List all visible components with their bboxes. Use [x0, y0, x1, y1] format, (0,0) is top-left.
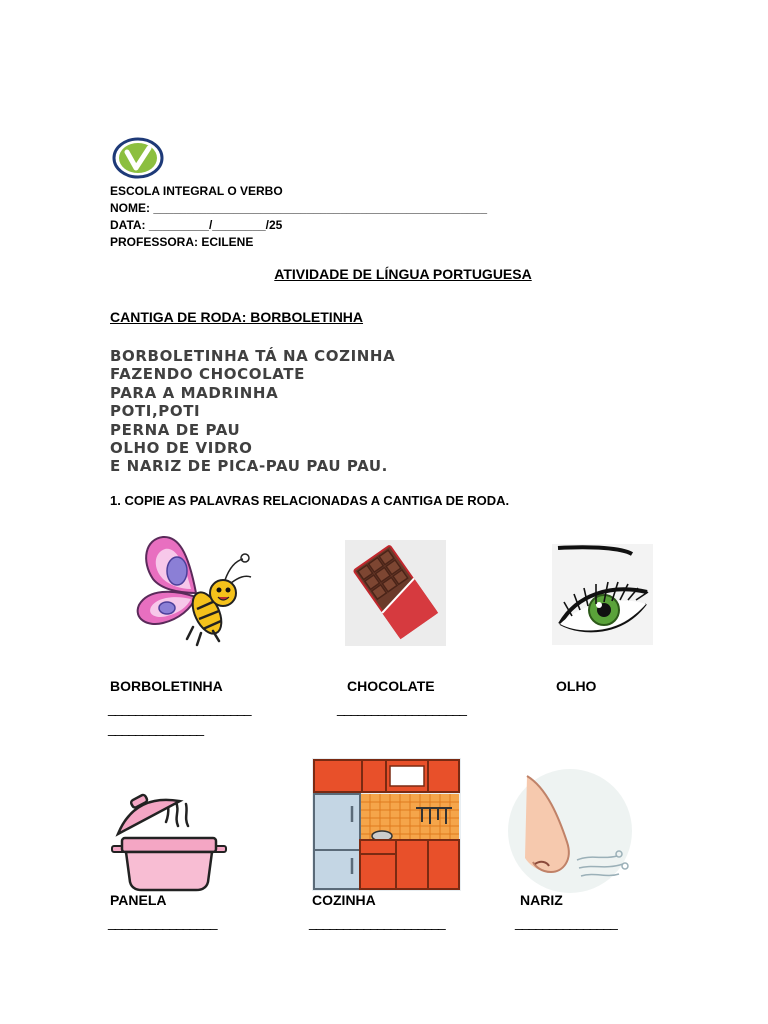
kitchen-icon [312, 758, 461, 891]
name-field: NOME: __________________________________________________ [110, 201, 488, 215]
butterfly-icon [133, 531, 255, 649]
answer-line[interactable]: _______________ [515, 914, 617, 930]
page-title: ATIVIDADE DE LÍNGUA PORTUGUESA [274, 266, 532, 282]
school-logo [111, 137, 165, 179]
date-field: DATA: _________/________/25 [110, 218, 283, 232]
eye-icon [552, 544, 653, 645]
song-lyrics [110, 347, 395, 476]
chocolate-icon [345, 540, 446, 646]
teacher-field: PROFESSORA: ECILENE [110, 235, 254, 249]
answer-line[interactable]: ____________________ [309, 914, 445, 930]
question-text: 1. COPIE AS PALAVRAS RELACIONADAS A CANTIGA DE RODA. [110, 493, 510, 508]
pot-icon [108, 782, 230, 894]
word-nariz: NARIZ [520, 892, 563, 908]
word-panela: PANELA [110, 892, 167, 908]
answer-line[interactable]: ______________ [108, 720, 204, 736]
song-line: PARA A MADRINHA [110, 383, 279, 402]
song-line: PERNA DE PAU [110, 420, 241, 439]
header-block [110, 183, 487, 251]
song-line: OLHO DE VIDRO [110, 439, 253, 458]
song-line: FAZENDO CHOCOLATE [110, 365, 305, 384]
school-name: ESCOLA INTEGRAL O VERBO [110, 184, 283, 198]
nose-icon [507, 768, 633, 894]
word-olho: OLHO [556, 678, 597, 694]
answer-line[interactable]: _____________________ [108, 700, 251, 716]
song-line: BORBOLETINHA TÁ NA COZINHA [110, 347, 396, 365]
song-title: CANTIGA DE RODA: BORBOLETINHA [110, 309, 364, 325]
answer-line[interactable]: ________________ [108, 914, 217, 930]
answer-line[interactable]: ___________________ [337, 700, 466, 716]
song-line: POTI,POTI [110, 402, 201, 421]
word-borboletinha: BORBOLETINHA [110, 678, 223, 694]
word-chocolate: CHOCOLATE [347, 678, 435, 694]
word-cozinha: COZINHA [312, 892, 376, 908]
song-line: E NARIZ DE PICA-PAU PAU PAU. [110, 457, 388, 476]
